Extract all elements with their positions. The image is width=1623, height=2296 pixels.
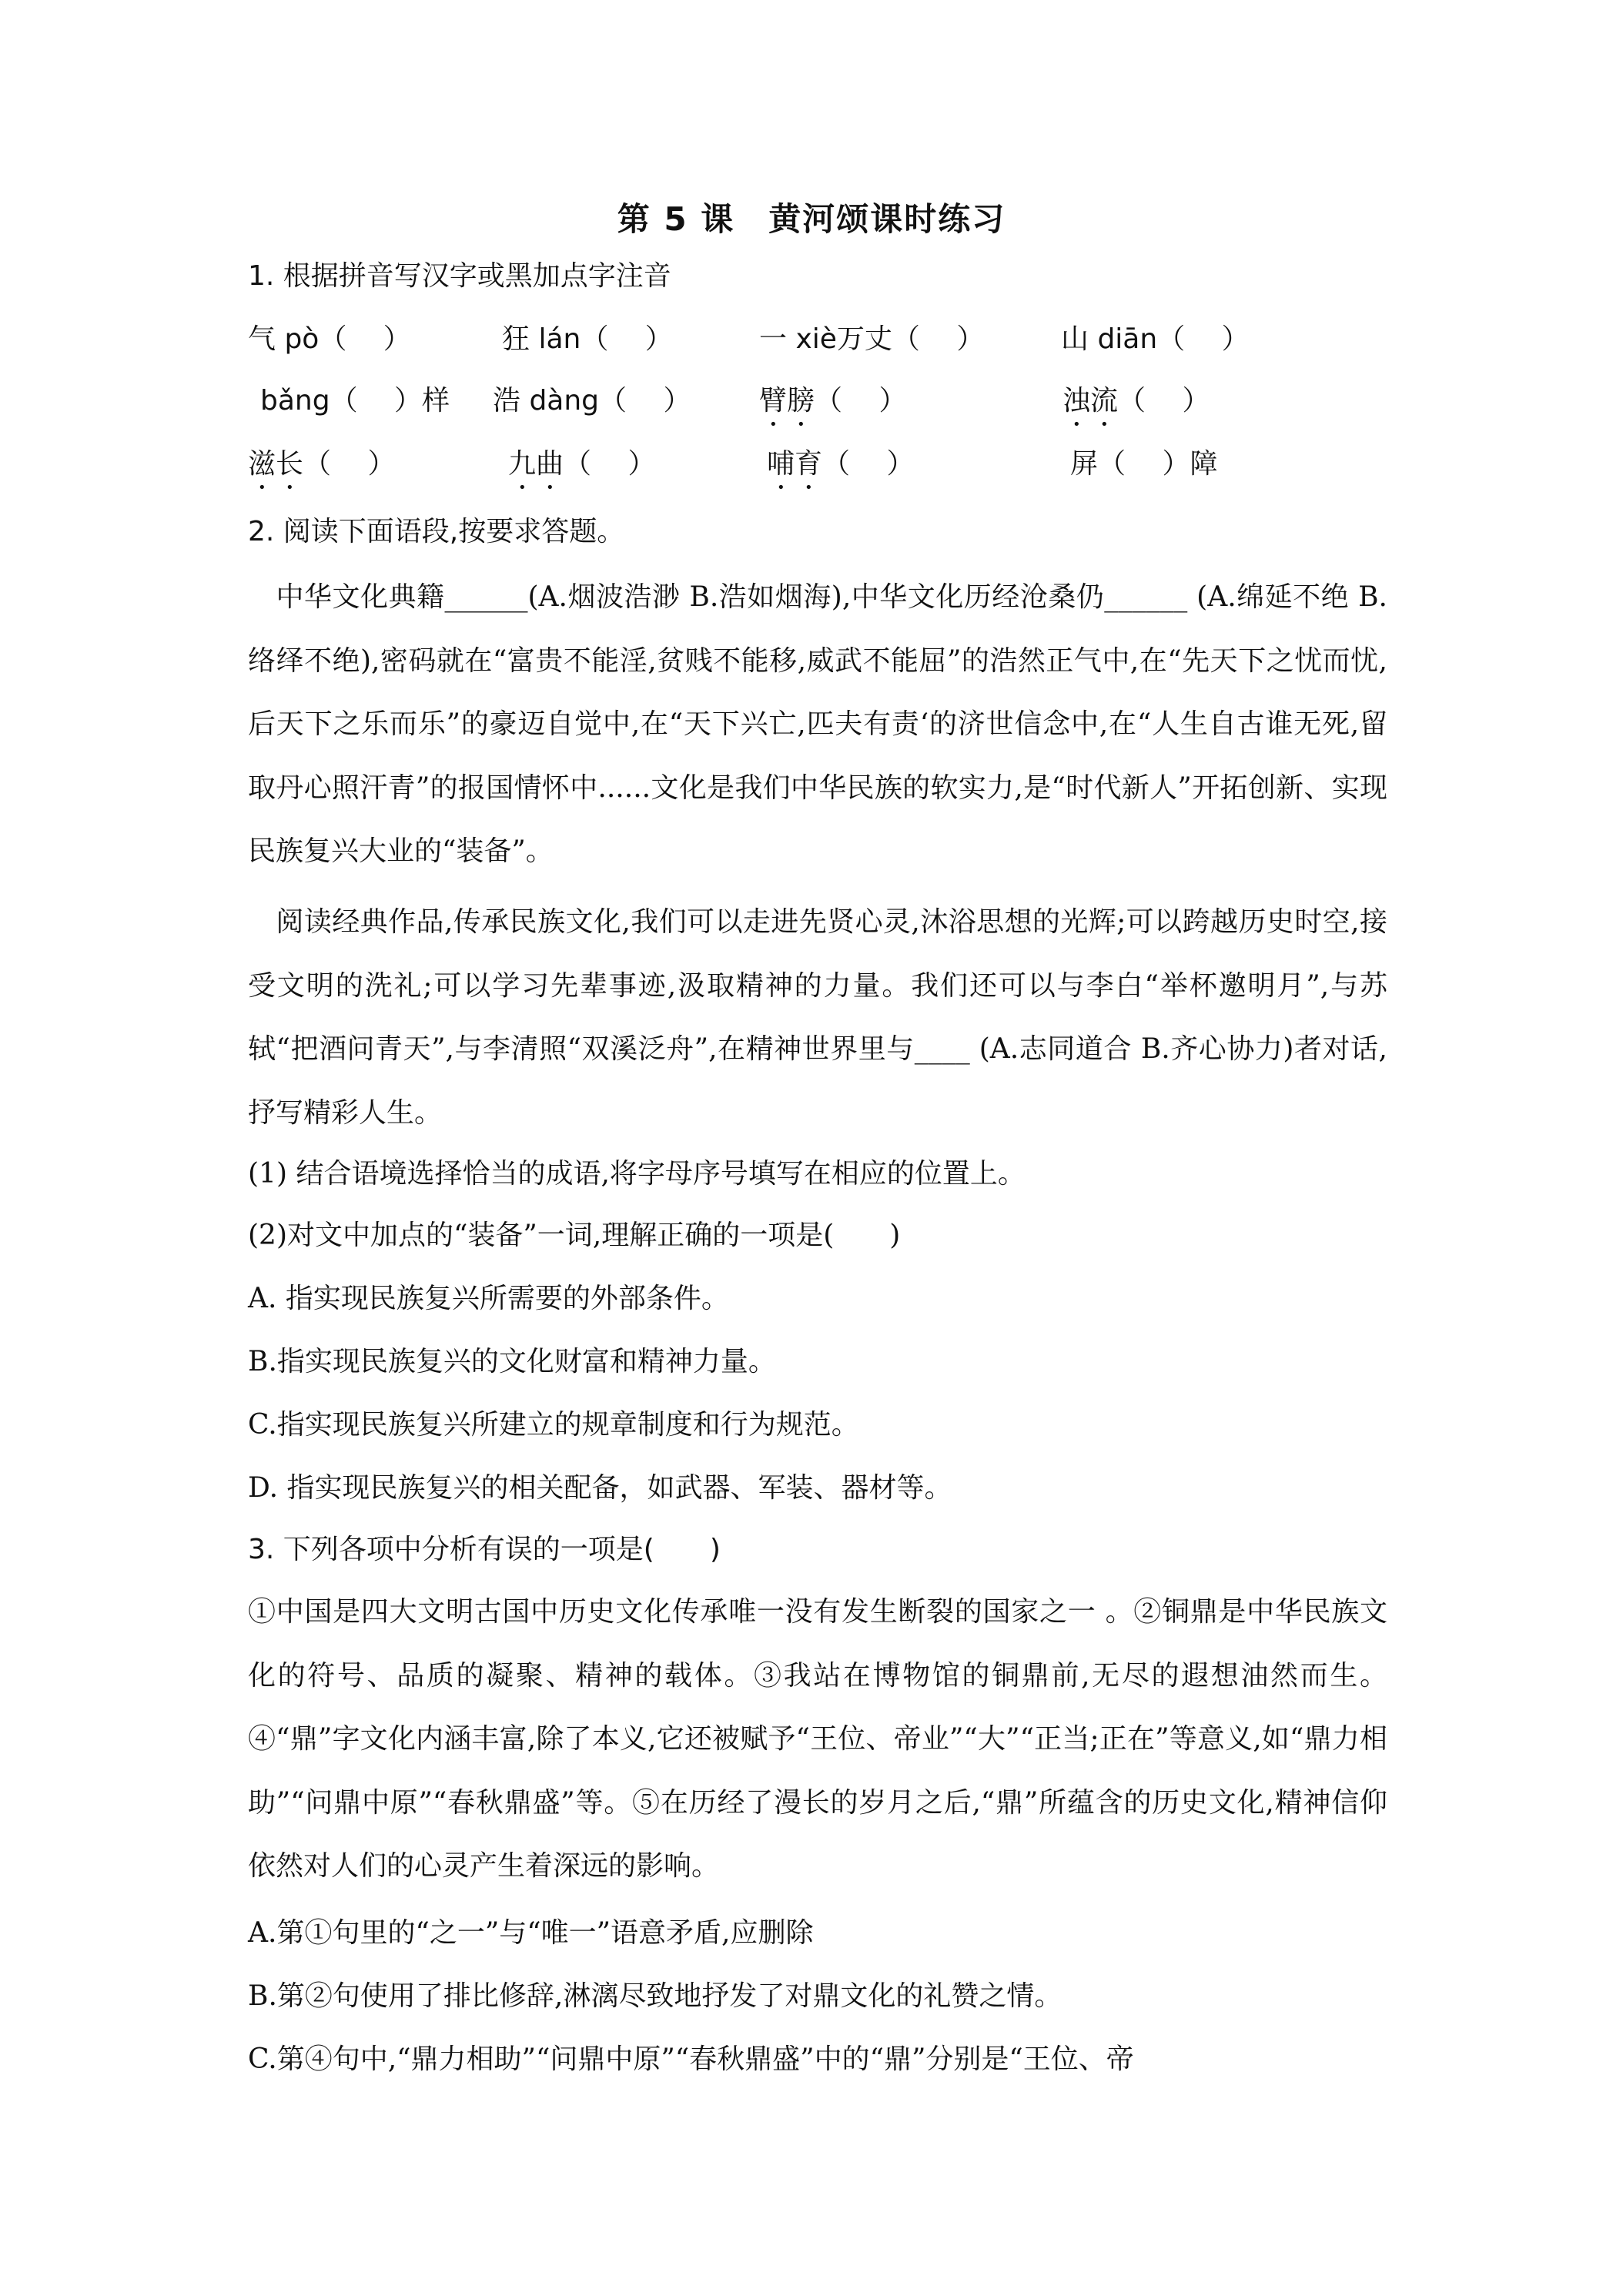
sub-question-1: (1) 结合语境选择恰当的成语,将字母序号填写在相应的位置上。	[248, 1158, 1026, 1190]
pinyin-cell: 一 xiè万丈（ ）	[759, 323, 985, 355]
dotted-char-cell: 浊流（ ）	[1062, 385, 1210, 417]
dotted-char-cell: 滋长（ ）	[248, 448, 396, 480]
option-d: D. 指实现民族复兴的相关配备，如武器、军装、器材等。	[248, 1472, 952, 1504]
q3-option-c: C.第④句中,“鼎力相助”“问鼎中原”“春秋鼎盛”中的“鼎”分别是“王位、帝	[248, 2043, 1134, 2075]
page-title: 第 5 课 黄河颂课时练习	[617, 200, 1006, 238]
pinyin-cell: 山 diān（ ）	[1061, 323, 1250, 355]
question-3-stem: 3. 下列各项中分析有误的一项是( )	[248, 1534, 721, 1565]
option-c: C.指实现民族复兴所建立的规章制度和行为规范。	[248, 1409, 859, 1441]
question-1-stem: 1. 根据拼音写汉字或黑加点字注音	[248, 260, 671, 292]
sub-question-2: (2)对文中加点的“装备”一词,理解正确的一项是( )	[248, 1220, 901, 1251]
dotted-char-cell: 哺育（ ）	[767, 448, 915, 480]
question-2-stem: 2. 阅读下面语段,按要求答题。	[248, 516, 625, 547]
pinyin-cell: 屏（ ）障	[1070, 448, 1218, 480]
dotted-char-cell: 九曲（ ）	[508, 448, 656, 480]
pinyin-cell: 气 pò（ ）	[248, 323, 411, 355]
dotted-char-cell: 臂膀（ ）	[759, 385, 907, 417]
option-a: A. 指实现民族复兴所需要的外部条件。	[248, 1283, 729, 1314]
pinyin-cell: 狂 lán（ ）	[502, 323, 673, 355]
pinyin-cell: bǎng（ ）样	[260, 385, 450, 417]
reading-paragraph-1: 中华文化典籍______(A.烟波浩渺 B.浩如烟海),中华文化历经沧桑仍______ (A.绵延不绝 B.络绎不绝),密码就在“富贵不能淫,贫贱不能移,威武不能屈”的浩然正气中,在“先天下之忧而忧,后天下之乐而乐”的豪迈自觉中,在“天下兴亡,匹夫有责‘的济世信念中,在“人生自古谁无死,留取丹心照汗青”的报国情怀中......文化是我们中华民族的软实力,是“时代新人”开拓创新、实现民族复兴大业的“装备”。	[248, 581, 1387, 867]
pinyin-cell: 浩 dàng（ ）	[493, 385, 691, 417]
question-3-paragraph: ①中国是四大文明古国中历史文化传承唯一没有发生断裂的国家之一 。②铜鼎是中华民族文化的符号、品质的凝聚、精神的载体。③我站在博物馆的铜鼎前,无尽的遐想油然而生。④“鼎”字文化内涵丰富,除了本义,它还被赋予“王位、帝业”“大”“正当;正在”等意义,如“鼎力相助”“问鼎中原”“春秋鼎盛”等。⑤在历经了漫长的岁月之后,“鼎”所蕴含的历史文化,精神信仰依然对人们的心灵产生着深远的影响。	[248, 1596, 1387, 1882]
q3-option-a: A.第①句里的“之一”与“唯一”语意矛盾,应删除	[248, 1917, 814, 1949]
reading-paragraph-2: 阅读经典作品,传承民族文化,我们可以走进先贤心灵,沐浴思想的光辉;可以跨越历史时空,接受文明的洗礼;可以学习先辈事迹,汲取精神的力量。我们还可以与李白“举杯邀明月”,与苏轼“把酒问青天”,与李清照“双溪泛舟”,在精神世界里与____ (A.志同道合 B.齐心协力)者对话,抒写精彩人生。	[248, 906, 1387, 1129]
option-b: B.指实现民族复兴的文化财富和精神力量。	[248, 1346, 776, 1377]
q3-option-b: B.第②句使用了排比修辞,淋漓尽致地抒发了对鼎文化的礼赞之情。	[248, 1980, 1062, 2012]
